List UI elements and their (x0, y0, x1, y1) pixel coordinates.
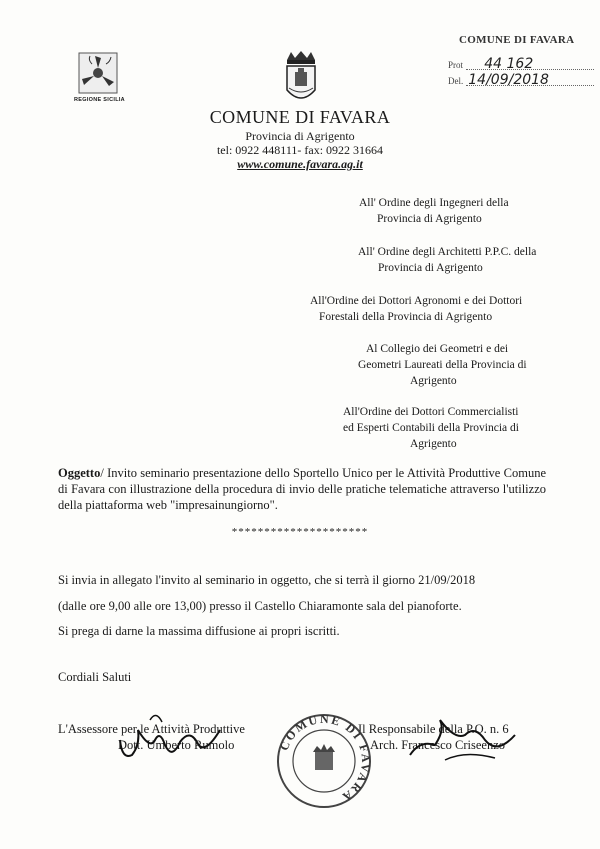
recipient-line: Forestali della Provincia di Agrigento (319, 311, 493, 323)
separator-line: ********************* (231, 526, 369, 538)
left-signer-name: Dott. Umberto Rumolo (118, 738, 235, 752)
contacts-line: tel: 0922 448111- fax: 0922 31664 (216, 143, 384, 157)
recipient-block (359, 195, 509, 227)
prot-value: 44 162 (484, 56, 534, 72)
recipient-line: Provincia di Agrigento (378, 262, 483, 274)
recipient-line: All'Ordine dei Dottori Agronomi e dei Dottori (310, 295, 523, 307)
right-signature-scribble-icon (405, 700, 535, 770)
left-signer-role: L'Assessore per le Attività Produttive (58, 722, 245, 736)
right-signer-name: Arch. Francesco Criseenzo (370, 738, 506, 752)
recipient-line: All' Ordine degli Ingegneri della (359, 197, 509, 209)
recipient-block (358, 244, 536, 276)
prot-dotted-line (466, 69, 594, 70)
regione-sicilia-logo-icon (78, 52, 118, 94)
regione-label: REGIONE SICILIA (74, 97, 125, 103)
recipient-line: All'Ordine dei Dottori Commercialisti (343, 406, 519, 418)
recipient-block (343, 404, 519, 452)
provincia-line: Provincia di Agrigento (245, 129, 355, 143)
recipient-line: Geometri Laureati della Provincia di (358, 359, 527, 371)
protocol-date-row (448, 72, 549, 88)
recipient-line: Agrigento (410, 375, 457, 387)
recipient-line: ed Esperti Contabili della Provincia di (343, 422, 519, 434)
body-paragraph: (dalle ore 9,00 alle ore 13,00) presso il Castello Chiaramonte sala del pianoforte. (58, 599, 462, 613)
recipient-line: Provincia di Agrigento (377, 213, 482, 225)
right-signer-role: Il Responsabile della P.O. n. 6 (358, 722, 509, 736)
comune-title: COMUNE DI FAVARA (209, 107, 391, 127)
svg-text:COMUNE DI FAVARA: COMUNE DI FAVARA (276, 712, 373, 806)
subject-text: / Invito seminario presentazione dello Sportello Unico per le Attività Produttive Comune di Favara con illustrazione della procedura di invio delle pratiche telematiche attraverso l'utilizzo della piattaforma web "impresainungiorno". (58, 466, 546, 512)
del-label: Del. (448, 76, 464, 86)
comune-seal-icon (275, 712, 373, 810)
recipient-line: Al Collegio dei Geometri e dei (366, 343, 509, 355)
closing-text: Cordiali Saluti (58, 670, 132, 684)
recipient-block (310, 293, 522, 325)
website-line (0, 157, 600, 172)
del-value: 14/09/2018 (468, 72, 549, 88)
recipient-line: All' Ordine degli Architetti P.P.C. della (358, 246, 537, 258)
website-link[interactable]: www.comune.favara.ag.it (237, 157, 363, 171)
left-signature-scribble-icon (110, 700, 230, 770)
recipient-line: Agrigento (410, 438, 457, 450)
stamp-title: COMUNE DI FAVARA (459, 34, 575, 46)
subject-paragraph (58, 465, 546, 513)
del-dotted-line (466, 85, 594, 86)
recipient-block (358, 341, 527, 389)
prot-label: Prot (448, 60, 464, 70)
body-paragraph: Si prega di darne la massima diffusione ai propri iscritti. (58, 624, 340, 638)
subject-label: Oggetto (58, 466, 101, 480)
comune-crest-icon (283, 50, 319, 106)
protocol-number-row (448, 56, 533, 72)
body-paragraph: Si invia in allegato l'invito al seminario in oggetto, che si terrà il giorno 21/09/2018 (58, 573, 476, 587)
